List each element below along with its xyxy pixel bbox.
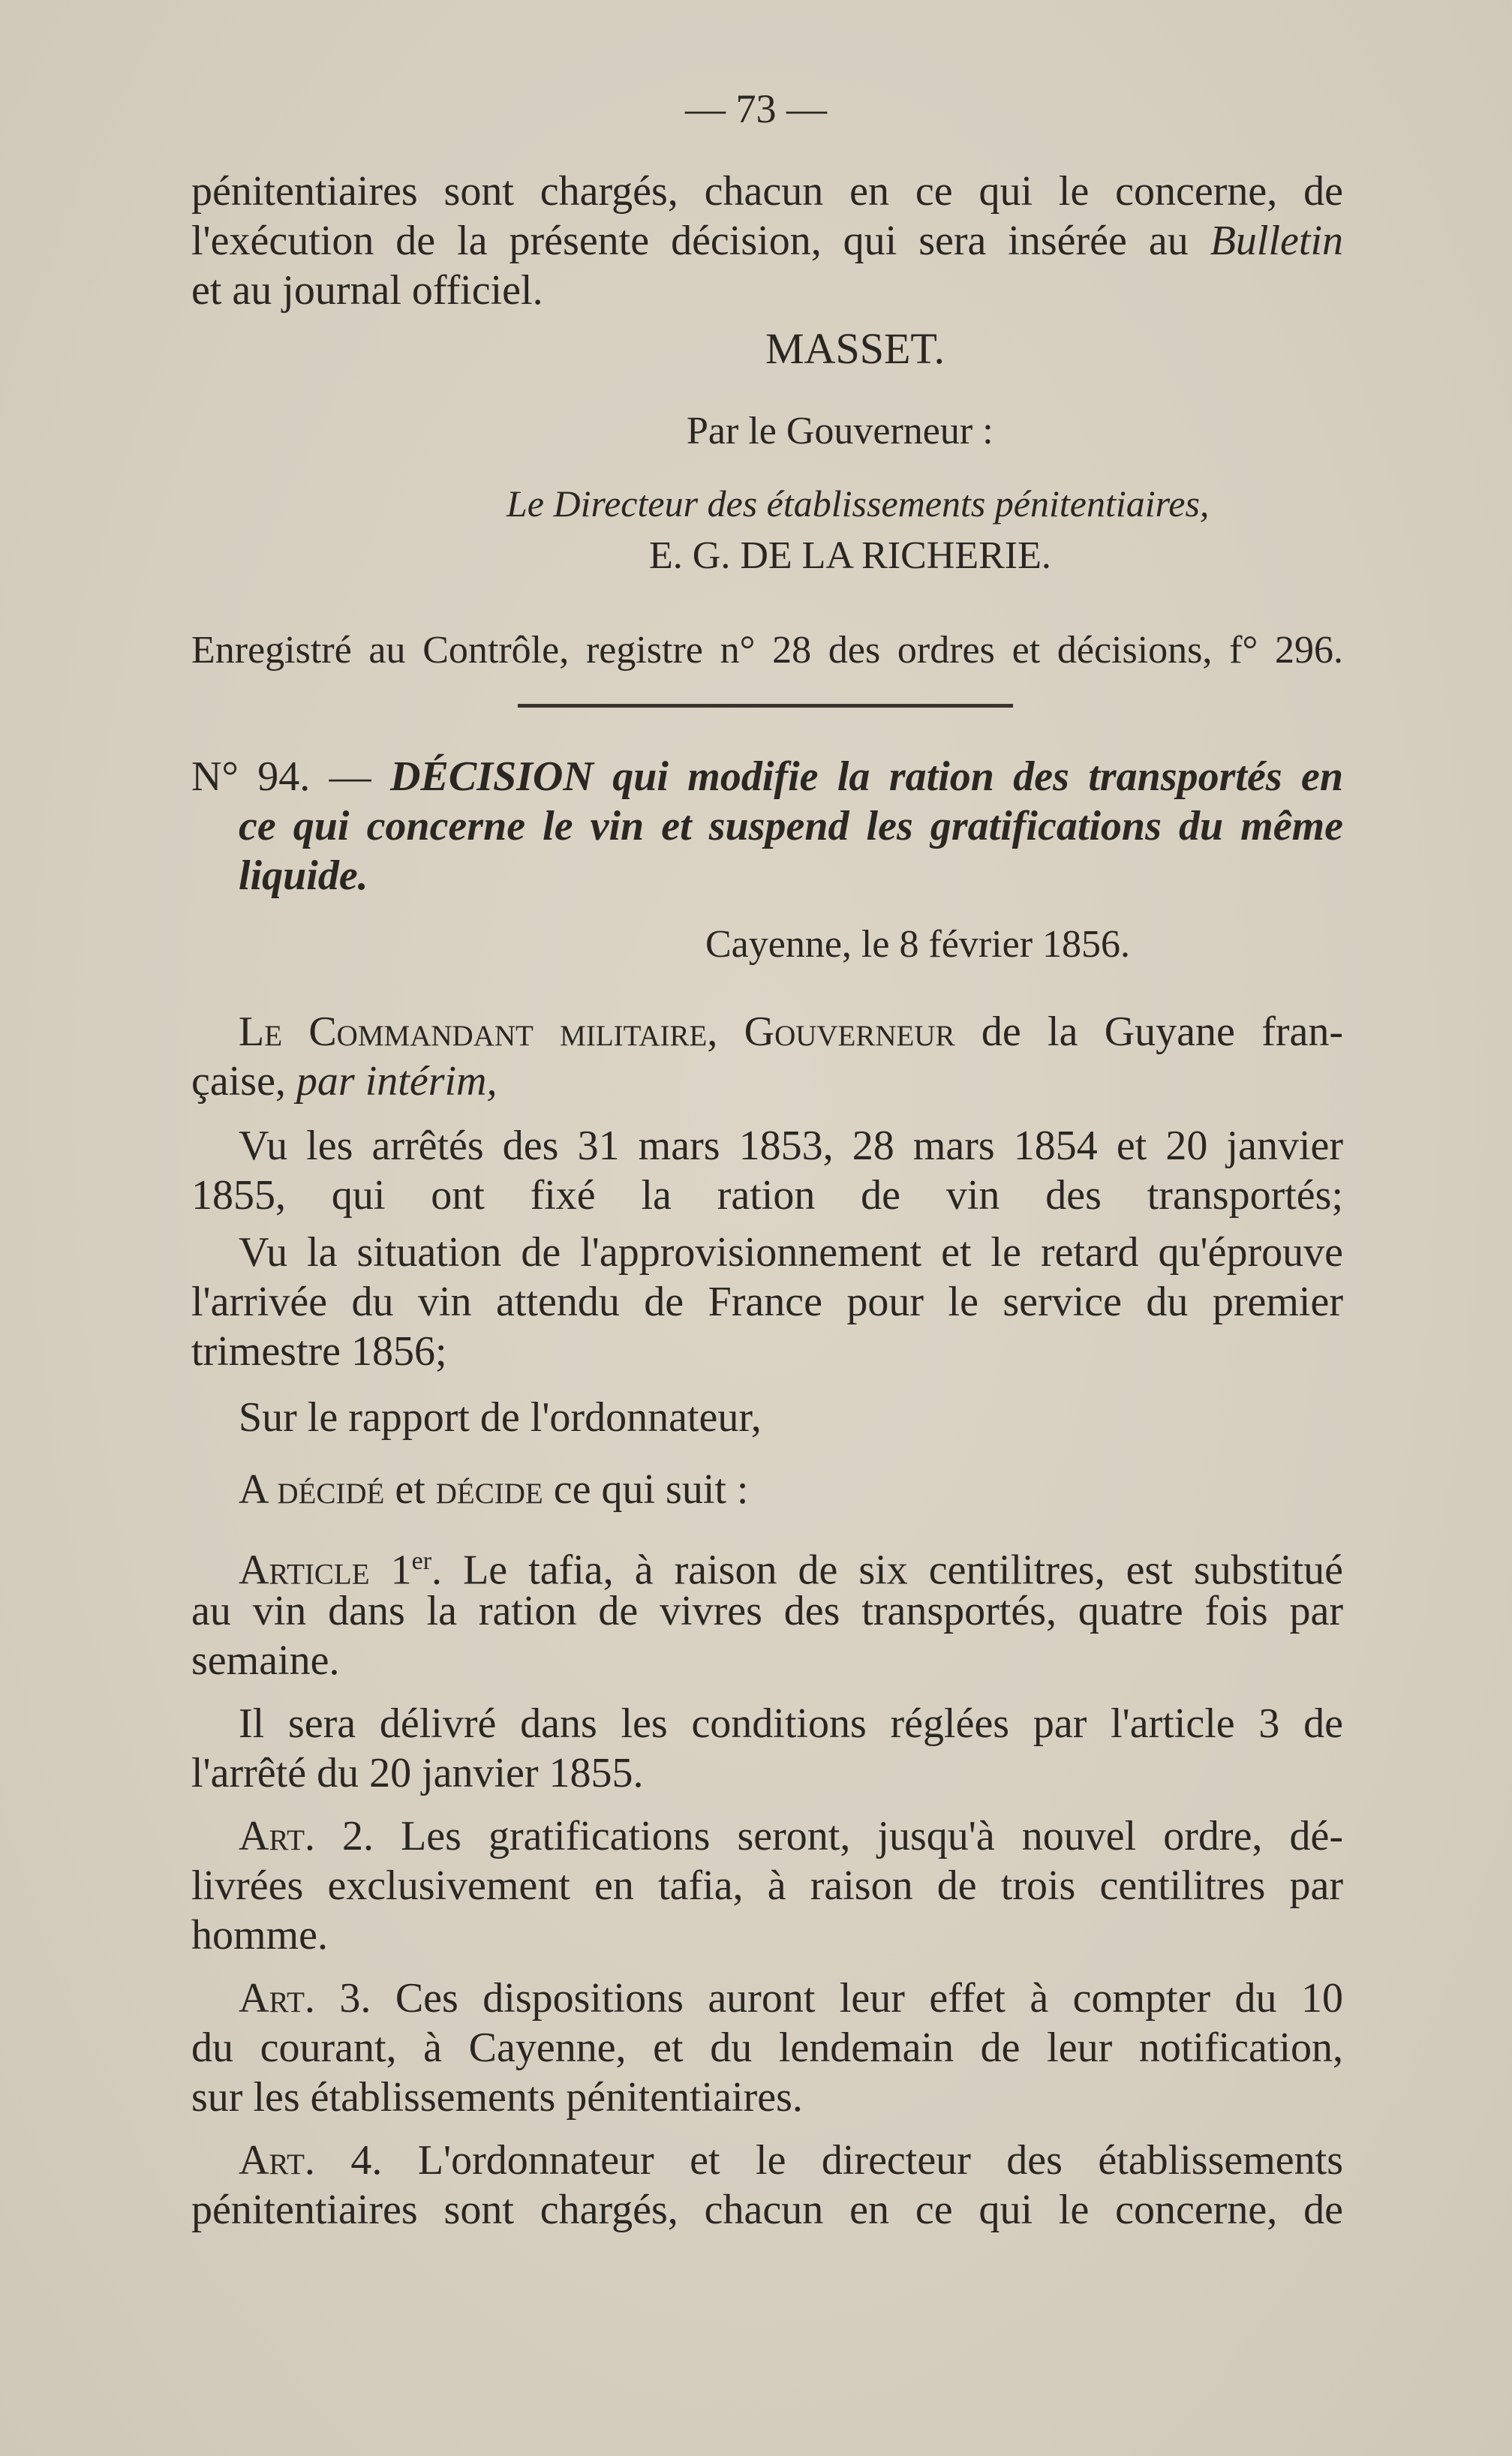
article-1b-line-2: l'arrêté du 20 janvier 1855. [191, 1750, 644, 1796]
intro-line-3: et au journal officiel. [191, 267, 543, 314]
article-1b-line-1: Il sera délivré dans les conditions réglées par l'article 3 de [239, 1700, 1343, 1747]
considerant-2-line-1: Vu la situation de l'approvisionnement et le retard qu'éprouve [239, 1229, 1343, 1276]
decide-decide-1: décidé [277, 1466, 385, 1513]
intro-line-2-text: l'exécution de la présente décision, qui sera insérée au [191, 218, 1210, 264]
article-3-label: Art. [239, 1975, 315, 2022]
decision-title-line-3: liquide. [239, 852, 368, 899]
section-divider [518, 704, 1013, 708]
preamble-rest: de la Guyane fran- [954, 1009, 1343, 1055]
preamble-line-2-text: çaise, [191, 1058, 296, 1105]
decide-et: et [384, 1466, 436, 1513]
registration-line: Enregistré au Contrôle, registre n° 28 des ordres et décisions, f° 296. [191, 629, 1343, 672]
decision-title-1: DÉCISION qui modifie la ration des transportés en [390, 753, 1344, 800]
preamble-gouverneur: Gouverneur [744, 1009, 955, 1055]
place-date: Cayenne, le 8 février 1856. [705, 923, 1131, 966]
article-2-line-2: livrées exclusivement en tafia, à raison de trois centilitres par [191, 1862, 1343, 1909]
article-2-label: Art. [239, 1813, 315, 1859]
decision-title-line-2: ce qui concerne le vin et suspend les gratifications du même [239, 803, 1343, 849]
article-1-label: Article 1 [239, 1547, 412, 1594]
decide-line [239, 1465, 749, 1514]
signature-par: Par le Gouverneur : [687, 410, 993, 452]
article-4-text-1: 4. L'ordonnateur et le directeur des établissements [314, 2137, 1343, 2184]
preamble-line-2 [191, 1057, 1343, 1106]
decide-a: A [239, 1466, 278, 1513]
article-3-line-3: sur les établissements pénitentiaires. [191, 2074, 803, 2121]
signature-director: E. G. DE LA RICHERIE. [649, 534, 1051, 577]
intro-line-1: pénitentiaires sont chargés, chacun en ce qui le concerne, de [191, 168, 1343, 215]
article-3-line-2: du courant, à Cayenne, et du lendemain de leur notification, [191, 2025, 1343, 2071]
preamble-interim: par intérim, [296, 1058, 497, 1105]
considerant-1-line-1: Vu les arrêtés des 31 mars 1853, 28 mars 1854 et 20 janvier [239, 1123, 1343, 1169]
article-1-sup: er [411, 1547, 432, 1575]
article-2-line-3: homme. [191, 1912, 328, 1958]
article-3-line-1 [239, 1974, 1343, 2023]
preamble-comma: , [707, 1009, 744, 1055]
article-2-text-1: 2. Les gratifications seront, jusqu'à nouvel ordre, dé- [314, 1813, 1343, 1859]
decision-title-line-1 [191, 752, 1343, 801]
article-1-line-2: au vin dans la ration de vivres des transportés, quatre fois par [191, 1588, 1343, 1634]
preamble-line-1 [239, 1007, 1343, 1057]
preamble-commandant: Le Commandant militaire [239, 1009, 708, 1055]
intro-line-2 [191, 216, 1343, 266]
decide-decide-2: décide [435, 1466, 543, 1513]
considerant-3-line-1: Sur le rapport de l'ordonnateur, [239, 1394, 762, 1441]
page-number: — 73 — [685, 86, 827, 131]
signature-name: MASSET. [765, 324, 945, 373]
article-4-line-1 [239, 2136, 1343, 2185]
considerant-2-line-2: l'arrivée du vin attendu de France pour le service du premier [191, 1279, 1343, 1325]
article-1-line-3: semaine. [191, 1637, 340, 1684]
article-4-line-2: pénitentiaires sont chargés, chacun en ce qui le concerne, de [191, 2187, 1343, 2233]
article-4-label: Art. [239, 2137, 315, 2184]
considerant-1-line-2: 1855, qui ont fixé la ration de vin des transportés; [191, 1172, 1343, 1219]
considerant-2-line-3: trimestre 1856; [191, 1328, 447, 1375]
bulletin-word: Bulletin [1210, 218, 1343, 264]
signature-role: Le Directeur des établissements pénitentiaires, [507, 482, 1210, 525]
decision-number: N° 94. — [191, 753, 371, 800]
article-3-text-1: 3. Ces dispositions auront leur effet à compter du 10 [314, 1975, 1343, 2022]
article-2-line-1 [239, 1811, 1343, 1861]
article-1-text-1: . Le tafia, à raison de six centilitres, est substitué [431, 1547, 1343, 1594]
decide-rest: ce qui suit : [543, 1466, 749, 1513]
